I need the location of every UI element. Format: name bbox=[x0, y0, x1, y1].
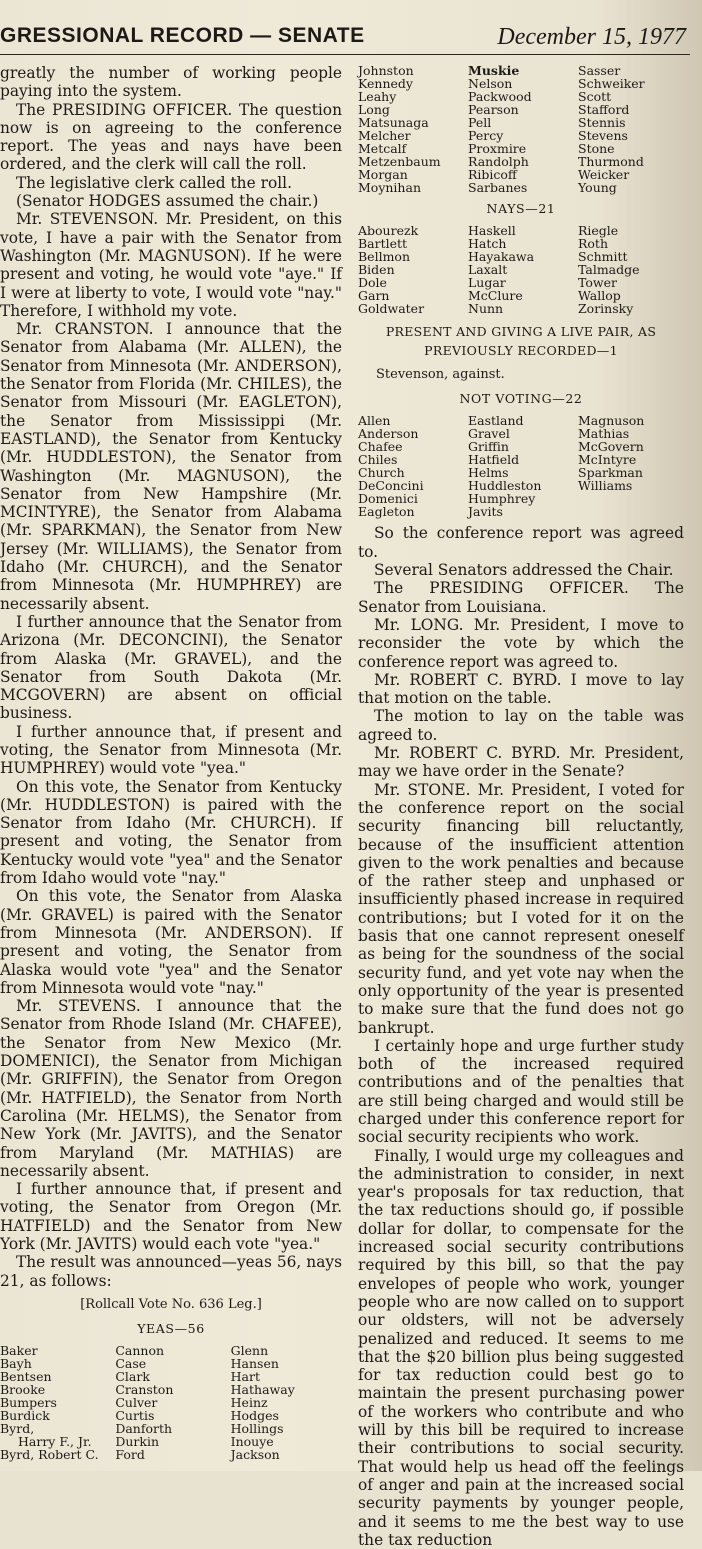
yeas-list bbox=[0, 1344, 342, 1461]
paragraph: I further announce that, if present and voting, the Senator from Minnesota (Mr. HUMPHREY) would vote "yea." bbox=[0, 722, 342, 778]
paragraph: Mr. LONG. Mr. President, I move to reconsider the vote by which the conference report was agreed to. bbox=[358, 615, 684, 671]
senator-name: Goldwater bbox=[358, 301, 425, 317]
paragraph: Finally, I would urge my colleagues and the administration to consider, in next year's proposals for tax reduction, that the tax reductions should go, if possible dollar for dollar, to compensate for the increased social security contributions required by this bill, so that the pay envelopes of people who work, younger people who are now called on to support our oldsters, will not be adversely penalized and reduced. It seems to me that the $20 billion plus being suggested for tax reduction could best go to maintain the present purchasing power of the workers who contribute and who will by this bill be required to increase their contributions to social security. That would help us head off the feelings of anger and pain at the increased social security payments by younger people, and it seems to me the best way to use the tax reduction bbox=[358, 1146, 684, 1549]
paragraph: Several Senators addressed the Chair. bbox=[374, 561, 674, 580]
paragraph: I further announce that the Senator from Arizona (Mr. DECONCINI), the Senator from Alaska (Mr. GRAVEL), and the Senator from South Dakota (Mr. MCGOVERN) are absent on official business. bbox=[0, 612, 342, 723]
senator-name: Hatfield bbox=[468, 452, 520, 468]
senator-name: Melcher bbox=[358, 128, 411, 143]
senator-name: Magnuson bbox=[578, 413, 645, 429]
senator-name: Kennedy bbox=[358, 76, 413, 91]
senator-name: Schweiker bbox=[578, 76, 645, 91]
paragraph: The PRESIDING OFFICER. The Senator from Louisiana. bbox=[358, 579, 684, 616]
senator-name: Ribicoff bbox=[468, 167, 517, 182]
senator-name: Glenn bbox=[230, 1343, 269, 1359]
senator-name: Chafee bbox=[358, 439, 403, 455]
senator-name: Haskell bbox=[468, 223, 516, 239]
paragraph: Mr. STONE. Mr. President, I voted for the conference report on the social security financing bill reluctantly, because of the insufficient attention given to the work penalties and because of the rather steep and unphased or insufficiently phased increase in required contributions; but I voted for it on the basis that one cannot represent oneself as being for the soundness of the social security fund, and yet vote nay when the only opportunity of the year is presented to make sure that the fund does not go bankrupt. bbox=[358, 780, 684, 1037]
page-header bbox=[0, 24, 690, 55]
senator-name: Schmitt bbox=[578, 249, 628, 265]
senator-name: Matsunaga bbox=[358, 115, 429, 130]
senator-name: Thurmond bbox=[578, 154, 644, 169]
senator-name: Abourezk bbox=[358, 223, 419, 239]
senator-name: Metzenbaum bbox=[358, 154, 441, 169]
senator-name: Allen bbox=[358, 413, 391, 429]
paragraph: Mr. STEVENS. I announce that the Senator from Rhode Island (Mr. CHAFEE), the Senator from New Mexico (Mr. DOMENICI), the Senator from Michigan (Mr. GRIFFIN), the Senator from Oregon (Mr. HATFIELD), the Senator from North Carolina (Mr. HELMS), the Senator from New York (Mr. JAVITS), and the Senator from Maryland (Mr. MATHIAS) are necessarily absent. bbox=[0, 997, 342, 1180]
senator-name: Williams bbox=[578, 478, 633, 494]
senator-name: Case bbox=[115, 1356, 147, 1372]
left-column bbox=[0, 64, 342, 1461]
senator-name: Hathaway bbox=[230, 1382, 295, 1398]
senator-name: Riegle bbox=[578, 223, 619, 239]
senator-name: Mathias bbox=[578, 426, 630, 442]
senator-name: Stevens bbox=[578, 128, 628, 143]
senator-name: Gravel bbox=[468, 426, 510, 442]
paragraph: I further announce that, if present and voting, the Senator from Oregon (Mr. HATFIELD) and the Senator from New York (Mr. JAVITS) would each vote "yea." bbox=[0, 1180, 342, 1253]
senator-name: Hodges bbox=[230, 1408, 279, 1424]
senator-name: Hollings bbox=[230, 1421, 284, 1437]
senator-name: Hayakawa bbox=[468, 249, 535, 265]
senator-name: Leahy bbox=[358, 89, 397, 104]
senator-name: Nelson bbox=[468, 76, 513, 91]
senator-name: Baker bbox=[0, 1343, 38, 1359]
not-voting-list bbox=[358, 414, 684, 518]
vote-column bbox=[358, 224, 464, 315]
senator-name: Lugar bbox=[468, 275, 506, 291]
senator-name: Jackson bbox=[230, 1447, 280, 1463]
senator-name: Dole bbox=[358, 275, 387, 291]
senator-name: Laxalt bbox=[468, 262, 508, 278]
vote-column bbox=[578, 64, 684, 194]
senator-name: Morgan bbox=[358, 167, 408, 182]
senator-name: Harry F., Jr. bbox=[18, 1434, 92, 1450]
senator-name: Brooke bbox=[0, 1382, 46, 1398]
senator-name: Sasser bbox=[578, 63, 621, 78]
paragraph: I certainly hope and urge further study both of the increased required contributions and of the penalties that are still being charged and would still be charged under this conference report for social security recipients who work. bbox=[358, 1036, 684, 1147]
vote-column bbox=[358, 414, 464, 518]
paragraph: The motion to lay on the table was agreed to. bbox=[358, 707, 684, 744]
senator-name: Talmadge bbox=[578, 262, 640, 278]
senator-name: Biden bbox=[358, 262, 395, 278]
issue-date: December 15, 1977 bbox=[497, 24, 686, 50]
publication-title: GRESSIONAL RECORD — SENATE bbox=[0, 24, 365, 47]
senator-name: Humphrey bbox=[468, 491, 536, 507]
senator-name: Byrd, Robert C. bbox=[0, 1447, 99, 1463]
paragraph: Mr. CRANSTON. I announce that the Senator from Alabama (Mr. ALLEN), the Senator from Minnesota (Mr. ANDERSON), the Senator from Florida (Mr. CHILES), the Senator from Missouri (Mr. EAGLETON), the Senator from Mississippi (Mr. EASTLAND), the Senator from Kentucky (Mr. HUDDLESTON), the Senator from Washington (Mr. MAGNUSON), the Senator from New Hampshire (Mr. MCINTYRE), the Senator from Alabama (Mr. SPARKMAN), the Senator from New Jersey (Mr. WILLIAMS), the Senator from Idaho (Mr. CHURCH), and the Senator from Minnesota (Mr. HUMPHREY) are necessarily absent. bbox=[0, 320, 342, 613]
paragraph: On this vote, the Senator from Kentucky (Mr. HUDDLESTON) is paired with the Senator from Idaho (Mr. CHURCH). If present and voting, the Senator from Kentucky would vote "yea" and the Senator from Idaho would vote "nay." bbox=[0, 777, 342, 888]
vote-column bbox=[358, 64, 464, 194]
senator-name: Ford bbox=[115, 1447, 145, 1463]
senator-name: Anderson bbox=[358, 426, 419, 442]
senator-name: McClure bbox=[468, 288, 523, 304]
senator-name: Proxmire bbox=[468, 141, 527, 156]
senator-name: Roth bbox=[578, 236, 609, 252]
senator-name: Garn bbox=[358, 288, 390, 304]
paragraph: On this vote, the Senator from Alaska (Mr. GRAVEL) is paired with the Senator from Minnesota (Mr. ANDERSON). If present and voting, the Senator from Alaska would vote "yea" and the Senator from Minnesota would vote "nay." bbox=[0, 887, 342, 997]
nays-heading: NAYS—21 bbox=[486, 201, 556, 216]
not-voting-heading: NOT VOTING—22 bbox=[459, 391, 583, 407]
vote-column bbox=[115, 1344, 226, 1461]
yeas-heading: YEAS—56 bbox=[137, 1321, 205, 1337]
senator-name: Hansen bbox=[230, 1356, 279, 1372]
vote-column bbox=[468, 64, 574, 194]
senator-name: Nunn bbox=[468, 301, 504, 317]
senator-name: McGovern bbox=[578, 439, 644, 455]
senator-name: Culver bbox=[115, 1395, 158, 1411]
senator-name: Bartlett bbox=[358, 236, 408, 252]
vote-column bbox=[231, 1344, 342, 1461]
senator-name: Tower bbox=[578, 275, 617, 291]
senator-name: Clark bbox=[115, 1369, 150, 1385]
paragraph: The PRESIDING OFFICER. The question now is on agreeing to the conference report. The yeas and nays have been ordered, and the clerk will call the roll. bbox=[0, 100, 342, 174]
senator-name: Cranston bbox=[115, 1382, 174, 1398]
paragraph: The legislative clerk called the roll. bbox=[16, 173, 292, 192]
senator-name: Griffin bbox=[468, 439, 509, 455]
senator-name: Johnston bbox=[358, 63, 414, 78]
senator-name: Pell bbox=[468, 115, 492, 130]
paragraph: greatly the number of working people paying into the system. bbox=[0, 64, 342, 101]
senator-name: McIntyre bbox=[578, 452, 637, 468]
vote-column bbox=[578, 414, 684, 518]
senator-name: Eastland bbox=[468, 413, 524, 429]
senator-name: Eagleton bbox=[358, 504, 415, 520]
senator-name: Danforth bbox=[115, 1421, 173, 1437]
senator-name: Pearson bbox=[468, 102, 519, 117]
senator-name: DeConcini bbox=[358, 478, 424, 494]
senator-name: Metcalf bbox=[358, 141, 407, 156]
senator-name: Young bbox=[578, 180, 617, 195]
paragraph: (Senator HODGES assumed the chair.) bbox=[16, 192, 319, 211]
senator-name: Zorinsky bbox=[578, 301, 634, 317]
senator-name: Bayh bbox=[0, 1356, 32, 1372]
vote-column bbox=[0, 1344, 111, 1461]
senator-name: Bentsen bbox=[0, 1369, 52, 1385]
senator-name: Percy bbox=[468, 128, 504, 143]
vote-column bbox=[468, 224, 574, 315]
senator-name: Stafford bbox=[578, 102, 630, 117]
senator-name: Randolph bbox=[468, 154, 529, 169]
senator-name: Moynihan bbox=[358, 180, 421, 195]
vote-column bbox=[578, 224, 684, 315]
senator-name: Bellmon bbox=[358, 249, 411, 265]
yeas-list-continued bbox=[358, 64, 684, 194]
vote-column bbox=[468, 414, 574, 518]
senator-name: Chiles bbox=[358, 452, 398, 468]
senator-name: Packwood bbox=[468, 89, 532, 104]
senator-name: Inouye bbox=[230, 1434, 274, 1450]
senator-name: Curtis bbox=[115, 1408, 155, 1424]
senator-name: Bumpers bbox=[0, 1395, 57, 1411]
senator-name: Javits bbox=[468, 504, 503, 520]
senator-name: Wallop bbox=[578, 288, 621, 304]
senator-name: Heinz bbox=[230, 1395, 268, 1411]
paragraph: Mr. ROBERT C. BYRD. Mr. President, may we have order in the Senate? bbox=[358, 744, 684, 781]
senator-name: Burdick bbox=[0, 1408, 50, 1424]
senator-name: Stone bbox=[578, 141, 615, 156]
senator-name: Byrd, bbox=[0, 1421, 35, 1437]
rollcall-label: [Rollcall Vote No. 636 Leg.] bbox=[80, 1296, 262, 1312]
senator-name: Huddleston bbox=[468, 478, 542, 494]
paragraph: The result was announced—yeas 56, nays 21, as follows: bbox=[0, 1253, 342, 1290]
senator-name: Stennis bbox=[578, 115, 626, 130]
senator-name: Hatch bbox=[468, 236, 507, 252]
senator-name: Muskie bbox=[468, 63, 520, 78]
nays-list bbox=[358, 224, 684, 315]
right-column bbox=[358, 64, 684, 1549]
paragraph: Mr. ROBERT C. BYRD. I move to lay that motion on the table. bbox=[358, 670, 684, 708]
paragraph: So the conference report was agreed to. bbox=[358, 524, 684, 561]
senator-name: Helms bbox=[468, 465, 509, 481]
senator-name: Weicker bbox=[578, 167, 630, 182]
senator-name: Scott bbox=[578, 89, 612, 104]
senator-name: Church bbox=[358, 465, 405, 481]
live-pair-entry: Stevenson, against. bbox=[376, 366, 505, 382]
senator-name: Hart bbox=[230, 1369, 261, 1385]
senator-name: Domenici bbox=[358, 491, 418, 507]
senator-name: Cannon bbox=[115, 1343, 165, 1359]
paragraph: Mr. STEVENSON. Mr. President, on this vote, I have a pair with the Senator from Washington (Mr. MAGNUSON). If he were present and voting, he would vote "aye." If I were at liberty to vote, I would vote "nay." Therefore, I withhold my vote. bbox=[0, 210, 342, 320]
live-pair-heading: PRESENT AND GIVING A LIVE PAIR, AS PREVIOUSLY RECORDED—1 bbox=[385, 324, 657, 358]
senator-name: Long bbox=[358, 102, 390, 117]
senator-name: Sparkman bbox=[578, 465, 643, 481]
senator-name: Durkin bbox=[115, 1434, 159, 1450]
senator-name: Sarbanes bbox=[468, 180, 528, 195]
